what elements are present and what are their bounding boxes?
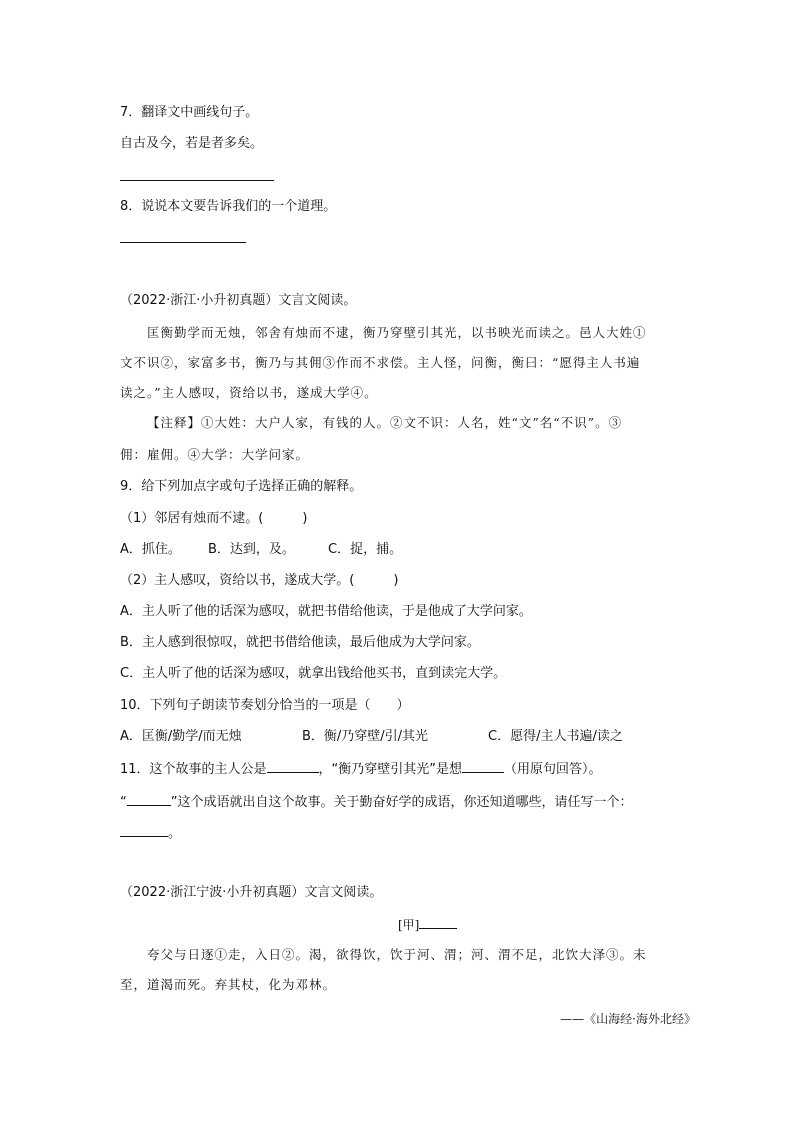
q9-prompt: 9．给下列加点字或句子选择正确的解释。 bbox=[120, 479, 363, 494]
passage3-header: （2022·浙江宁波·小升初真题）文言文阅读。 bbox=[120, 885, 383, 900]
q11-text: 11．这个故事的主人公是 bbox=[120, 762, 267, 777]
passage3-text-line: 至，道渴而死。弃其杖，化为邓林。 bbox=[120, 977, 337, 992]
passage3-text-line: 夸父与日逐①走，入日②。渴，欲得饮，饮于河、渭；河、渭不足，北饮大泽③。未 bbox=[147, 947, 647, 962]
passage3-jia-blank[interactable] bbox=[419, 917, 457, 929]
q8-answer-line bbox=[120, 242, 246, 243]
q7-sentence: 自古及今，若是者多矣。 bbox=[120, 136, 264, 151]
q11-text: ”这个成语就出自这个故事。关于勤奋好学的成语，你还知道哪些，请任写一个： bbox=[170, 795, 633, 810]
q10-option-a[interactable]: A．匡衡/勤学/而无烛 bbox=[120, 729, 242, 744]
passage2-note-line: 佣：雇佣。④大学：大学问家。 bbox=[120, 447, 310, 462]
passage3-source: ——《山海经·海外北经》 bbox=[560, 1012, 696, 1026]
q11-blank-purpose[interactable] bbox=[462, 760, 504, 773]
q9-sub2-option-a[interactable]: A．主人听了他的话深为感叹，就把书借给他读，于是他成了大学问家。 bbox=[120, 604, 532, 619]
q7-answer-line bbox=[120, 180, 274, 181]
q11-line1 bbox=[120, 760, 602, 779]
q11-text: ，“衡乃穿壁引其光”是想 bbox=[318, 762, 463, 777]
q9-sub1: （1）邻居有烛而不逮。( ) bbox=[120, 511, 308, 526]
q9-sub1-option-b[interactable]: B．达到，及。 bbox=[208, 542, 295, 557]
q9-sub2-option-b[interactable]: B．主人感到很惊叹，就把书借给他读，最后他成为大学问家。 bbox=[120, 635, 480, 650]
q11-line3 bbox=[120, 824, 181, 843]
q10-prompt: 10．下列句子朗读节奏划分恰当的一项是（ ） bbox=[120, 698, 410, 713]
q9-sub1-option-c[interactable]: C．捉，捕。 bbox=[328, 542, 403, 557]
q11-text: “ bbox=[120, 795, 127, 810]
q9-sub1-options bbox=[120, 541, 402, 559]
q10-options bbox=[120, 728, 623, 746]
passage2-text-line: 读之。”主人感叹，资给以书，遂成大学④。 bbox=[120, 385, 378, 400]
q11-blank-other-idiom[interactable] bbox=[120, 824, 168, 837]
passage2-text-line: 文不识②，家富多书，衡乃与其佣③作而不求偿。主人怪，问衡，衡曰：“愿得主人书遍 bbox=[120, 355, 641, 370]
q11-text: 。 bbox=[168, 826, 182, 841]
q11-blank-idiom[interactable] bbox=[127, 793, 171, 806]
q9-sub1-option-a[interactable]: A．抓住。 bbox=[120, 542, 181, 557]
q7-prompt: 7．翻译文中画线句子。 bbox=[120, 105, 259, 120]
passage2-note-line: 【注释】①大姓：大户人家，有钱的人。②文不识：人名，姓“文”名“不识”。③ bbox=[147, 415, 623, 430]
passage2-text-line: 匡衡勤学而无烛，邻舍有烛而不逮，衡乃穿壁引其光，以书映光而读之。邑人大姓① bbox=[147, 325, 647, 340]
passage3-jia-title bbox=[398, 916, 457, 933]
q10-option-c[interactable]: C．愿得/主人书遍/读之 bbox=[488, 729, 623, 744]
q10-option-b[interactable]: B．衡/乃穿壁/引/其光 bbox=[302, 729, 429, 744]
q11-line2 bbox=[120, 793, 633, 812]
passage3-jia-label: [甲] bbox=[398, 918, 420, 932]
q11-text: （用原句回答）。 bbox=[504, 762, 602, 777]
passage2-header: （2022·浙江·小升初真题）文言文阅读。 bbox=[120, 293, 357, 308]
q9-sub2-option-c[interactable]: C．主人听了他的话深为感叹，就拿出钱给他买书，直到读完大学。 bbox=[120, 666, 507, 681]
q9-sub2: （2）主人感叹，资给以书，遂成大学。( ) bbox=[120, 573, 399, 588]
q11-blank-protagonist[interactable] bbox=[267, 760, 319, 773]
q8-prompt: 8．说说本文要告诉我们的一个道理。 bbox=[120, 199, 337, 214]
